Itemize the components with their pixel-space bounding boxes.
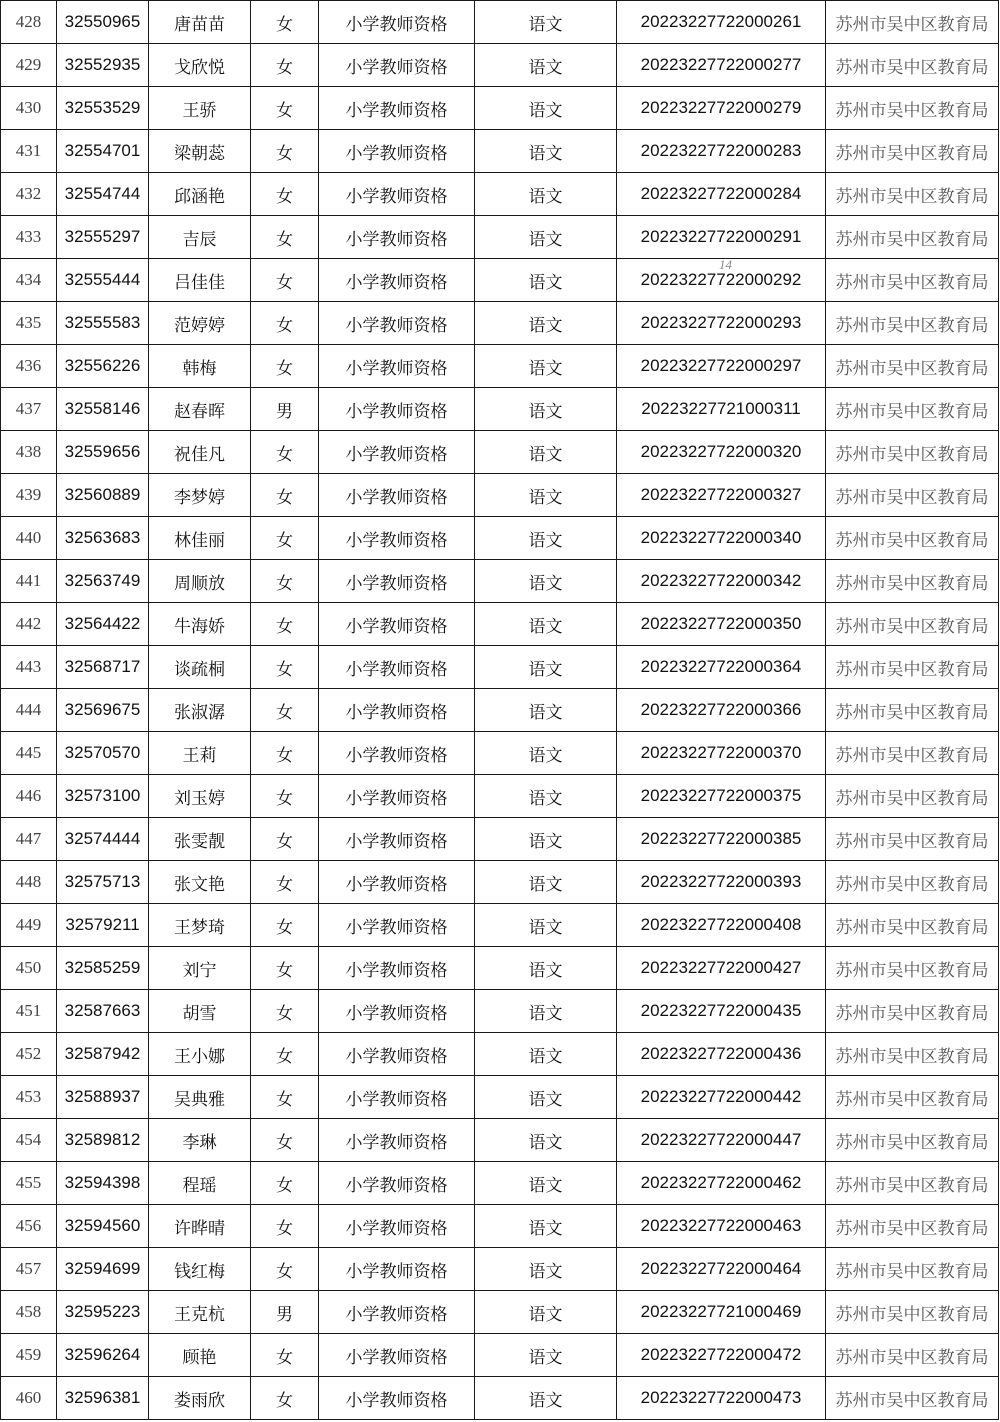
certificate-number: 20223227722000340	[617, 517, 826, 560]
subject: 语文	[475, 861, 617, 904]
table-row	[1, 775, 999, 818]
issuing-authority: 苏州市吴中区教育局	[826, 302, 999, 345]
exam-number: 32573100	[57, 775, 149, 818]
qualification-type: 小学教师资格	[319, 861, 475, 904]
person-name: 张淑潺	[149, 689, 251, 732]
qualification-type: 小学教师资格	[319, 517, 475, 560]
gender: 女	[251, 431, 319, 474]
roster-body	[1, 1, 999, 1420]
gender: 女	[251, 603, 319, 646]
qualification-type: 小学教师资格	[319, 689, 475, 732]
gender: 女	[251, 732, 319, 775]
subject: 语文	[475, 302, 617, 345]
row-number: 448	[1, 861, 57, 904]
gender: 女	[251, 345, 319, 388]
row-number: 431	[1, 130, 57, 173]
certificate-number: 20223227722000408	[617, 904, 826, 947]
person-name: 戈欣悦	[149, 44, 251, 87]
gender: 女	[251, 861, 319, 904]
issuing-authority: 苏州市吴中区教育局	[826, 904, 999, 947]
issuing-authority: 苏州市吴中区教育局	[826, 861, 999, 904]
exam-number: 32563749	[57, 560, 149, 603]
qualification-type: 小学教师资格	[319, 216, 475, 259]
issuing-authority: 苏州市吴中区教育局	[826, 1119, 999, 1162]
subject: 语文	[475, 216, 617, 259]
person-name: 李琳	[149, 1119, 251, 1162]
issuing-authority: 苏州市吴中区教育局	[826, 603, 999, 646]
row-number: 445	[1, 732, 57, 775]
subject: 语文	[475, 388, 617, 431]
table-row	[1, 1076, 999, 1119]
table-row	[1, 1162, 999, 1205]
issuing-authority: 苏州市吴中区教育局	[826, 431, 999, 474]
qualification-type: 小学教师资格	[319, 818, 475, 861]
certificate-number: 20223227721000469	[617, 1291, 826, 1334]
person-name: 李梦婷	[149, 474, 251, 517]
gender: 女	[251, 44, 319, 87]
certificate-number: 20223227722000291	[617, 216, 826, 259]
issuing-authority: 苏州市吴中区教育局	[826, 732, 999, 775]
row-number: 429	[1, 44, 57, 87]
exam-number: 32569675	[57, 689, 149, 732]
gender: 女	[251, 775, 319, 818]
subject: 语文	[475, 732, 617, 775]
certificate-number: 20223227722000462	[617, 1162, 826, 1205]
certificate-number: 20223227722000472	[617, 1334, 826, 1377]
exam-number: 32585259	[57, 947, 149, 990]
person-name: 牛海娇	[149, 603, 251, 646]
gender: 女	[251, 689, 319, 732]
subject: 语文	[475, 775, 617, 818]
gender: 女	[251, 1377, 319, 1420]
table-row	[1, 732, 999, 775]
exam-number: 32560889	[57, 474, 149, 517]
table-row	[1, 87, 999, 130]
gender: 女	[251, 1334, 319, 1377]
subject: 语文	[475, 517, 617, 560]
gender: 女	[251, 1119, 319, 1162]
subject: 语文	[475, 947, 617, 990]
exam-number: 32552935	[57, 44, 149, 87]
subject: 语文	[475, 44, 617, 87]
gender: 女	[251, 130, 319, 173]
certificate-number: 20223227722000393	[617, 861, 826, 904]
certificate-number: 20223227722000297	[617, 345, 826, 388]
qualification-type: 小学教师资格	[319, 1119, 475, 1162]
exam-number: 32563683	[57, 517, 149, 560]
row-number: 444	[1, 689, 57, 732]
certificate-number: 20223227722000447	[617, 1119, 826, 1162]
certificate-number: 20223227722000277	[617, 44, 826, 87]
gender: 女	[251, 1162, 319, 1205]
qualification-type: 小学教师资格	[319, 44, 475, 87]
person-name: 赵春晖	[149, 388, 251, 431]
exam-number: 32574444	[57, 818, 149, 861]
gender: 女	[251, 1076, 319, 1119]
row-number: 443	[1, 646, 57, 689]
qualification-type: 小学教师资格	[319, 474, 475, 517]
gender: 女	[251, 947, 319, 990]
exam-number: 32570570	[57, 732, 149, 775]
table-row	[1, 130, 999, 173]
issuing-authority: 苏州市吴中区教育局	[826, 947, 999, 990]
row-number: 454	[1, 1119, 57, 1162]
person-name: 王骄	[149, 87, 251, 130]
subject: 语文	[475, 818, 617, 861]
row-number: 428	[1, 1, 57, 44]
issuing-authority: 苏州市吴中区教育局	[826, 990, 999, 1033]
issuing-authority: 苏州市吴中区教育局	[826, 474, 999, 517]
issuing-authority: 苏州市吴中区教育局	[826, 1162, 999, 1205]
gender: 女	[251, 818, 319, 861]
qualification-type: 小学教师资格	[319, 1076, 475, 1119]
issuing-authority: 苏州市吴中区教育局	[826, 173, 999, 216]
issuing-authority: 苏州市吴中区教育局	[826, 130, 999, 173]
row-number: 449	[1, 904, 57, 947]
table-row	[1, 818, 999, 861]
certificate-number: 20223227722000342	[617, 560, 826, 603]
table-row	[1, 1248, 999, 1291]
row-number: 455	[1, 1162, 57, 1205]
gender: 女	[251, 904, 319, 947]
qualification-type: 小学教师资格	[319, 388, 475, 431]
issuing-authority: 苏州市吴中区教育局	[826, 388, 999, 431]
person-name: 王莉	[149, 732, 251, 775]
certificate-number: 20223227722000435	[617, 990, 826, 1033]
qualification-type: 小学教师资格	[319, 603, 475, 646]
gender: 女	[251, 173, 319, 216]
row-number: 435	[1, 302, 57, 345]
certificate-number: 20223227722000464	[617, 1248, 826, 1291]
qualification-type: 小学教师资格	[319, 1162, 475, 1205]
gender: 女	[251, 259, 319, 302]
subject: 语文	[475, 1119, 617, 1162]
qualification-type: 小学教师资格	[319, 947, 475, 990]
exam-number: 32559656	[57, 431, 149, 474]
issuing-authority: 苏州市吴中区教育局	[826, 345, 999, 388]
issuing-authority: 苏州市吴中区教育局	[826, 1076, 999, 1119]
table-row	[1, 173, 999, 216]
subject: 语文	[475, 1291, 617, 1334]
exam-number: 32575713	[57, 861, 149, 904]
person-name: 许晔晴	[149, 1205, 251, 1248]
qualification-type: 小学教师资格	[319, 1033, 475, 1076]
qualification-type: 小学教师资格	[319, 302, 475, 345]
exam-number: 32555297	[57, 216, 149, 259]
exam-number: 32589812	[57, 1119, 149, 1162]
subject: 语文	[475, 689, 617, 732]
row-number: 434	[1, 259, 57, 302]
person-name: 范婷婷	[149, 302, 251, 345]
gender: 女	[251, 517, 319, 560]
person-name: 顾艳	[149, 1334, 251, 1377]
person-name: 程瑶	[149, 1162, 251, 1205]
person-name: 吕佳佳	[149, 259, 251, 302]
row-number: 456	[1, 1205, 57, 1248]
row-number: 459	[1, 1334, 57, 1377]
person-name: 林佳丽	[149, 517, 251, 560]
table-row	[1, 990, 999, 1033]
table-row	[1, 345, 999, 388]
gender: 女	[251, 1248, 319, 1291]
issuing-authority: 苏州市吴中区教育局	[826, 1, 999, 44]
subject: 语文	[475, 130, 617, 173]
subject: 语文	[475, 603, 617, 646]
qualification-type: 小学教师资格	[319, 1291, 475, 1334]
issuing-authority: 苏州市吴中区教育局	[826, 517, 999, 560]
table-row	[1, 646, 999, 689]
table-row	[1, 431, 999, 474]
exam-number: 32550965	[57, 1, 149, 44]
exam-number: 32594560	[57, 1205, 149, 1248]
gender: 女	[251, 1033, 319, 1076]
subject: 语文	[475, 431, 617, 474]
subject: 语文	[475, 1334, 617, 1377]
certificate-number: 20223227722000292	[617, 259, 826, 302]
issuing-authority: 苏州市吴中区教育局	[826, 44, 999, 87]
table-row	[1, 689, 999, 732]
table-row	[1, 1377, 999, 1420]
qualification-type: 小学教师资格	[319, 990, 475, 1033]
subject: 语文	[475, 1033, 617, 1076]
certificate-number: 20223227722000463	[617, 1205, 826, 1248]
issuing-authority: 苏州市吴中区教育局	[826, 216, 999, 259]
gender: 女	[251, 302, 319, 345]
exam-number: 32554701	[57, 130, 149, 173]
row-number: 458	[1, 1291, 57, 1334]
row-number: 432	[1, 173, 57, 216]
qualification-type: 小学教师资格	[319, 87, 475, 130]
certificate-number: 20223227722000284	[617, 173, 826, 216]
table-row	[1, 44, 999, 87]
table-row	[1, 947, 999, 990]
certificate-number: 20223227722000350	[617, 603, 826, 646]
subject: 语文	[475, 474, 617, 517]
gender: 女	[251, 560, 319, 603]
qualification-type: 小学教师资格	[319, 1248, 475, 1291]
subject: 语文	[475, 990, 617, 1033]
exam-number: 32558146	[57, 388, 149, 431]
exam-number: 32587663	[57, 990, 149, 1033]
qualification-type: 小学教师资格	[319, 173, 475, 216]
exam-number: 32564422	[57, 603, 149, 646]
issuing-authority: 苏州市吴中区教育局	[826, 1033, 999, 1076]
qualification-type: 小学教师资格	[319, 1205, 475, 1248]
table-row	[1, 388, 999, 431]
certificate-number: 20223227722000279	[617, 87, 826, 130]
person-name: 王小娜	[149, 1033, 251, 1076]
subject: 语文	[475, 1205, 617, 1248]
qualification-type: 小学教师资格	[319, 904, 475, 947]
person-name: 吴典雅	[149, 1076, 251, 1119]
row-number: 447	[1, 818, 57, 861]
row-number: 433	[1, 216, 57, 259]
person-name: 邱涵艳	[149, 173, 251, 216]
row-number: 451	[1, 990, 57, 1033]
table-row	[1, 1205, 999, 1248]
person-name: 王克杭	[149, 1291, 251, 1334]
certificate-number: 20223227722000375	[617, 775, 826, 818]
gender: 男	[251, 1291, 319, 1334]
certificate-number: 20223227722000442	[617, 1076, 826, 1119]
person-name: 张雯靓	[149, 818, 251, 861]
page-number: 14	[719, 257, 732, 272]
certificate-number: 20223227722000366	[617, 689, 826, 732]
row-number: 453	[1, 1076, 57, 1119]
issuing-authority: 苏州市吴中区教育局	[826, 259, 999, 302]
table-row	[1, 1291, 999, 1334]
qualification-type: 小学教师资格	[319, 1377, 475, 1420]
certificate-number: 20223227722000427	[617, 947, 826, 990]
table-row	[1, 861, 999, 904]
gender: 女	[251, 1, 319, 44]
subject: 语文	[475, 1377, 617, 1420]
table-row	[1, 603, 999, 646]
certificate-number: 20223227722000327	[617, 474, 826, 517]
person-name: 钱红梅	[149, 1248, 251, 1291]
exam-number: 32594398	[57, 1162, 149, 1205]
row-number: 446	[1, 775, 57, 818]
person-name: 韩梅	[149, 345, 251, 388]
row-number: 452	[1, 1033, 57, 1076]
certificate-number: 20223227722000283	[617, 130, 826, 173]
qualification-type: 小学教师资格	[319, 130, 475, 173]
person-name: 祝佳凡	[149, 431, 251, 474]
issuing-authority: 苏州市吴中区教育局	[826, 1334, 999, 1377]
certificate-number: 20223227721000311	[617, 388, 826, 431]
table-row	[1, 1334, 999, 1377]
issuing-authority: 苏州市吴中区教育局	[826, 1248, 999, 1291]
subject: 语文	[475, 1248, 617, 1291]
table-row	[1, 904, 999, 947]
qualification-type: 小学教师资格	[319, 345, 475, 388]
issuing-authority: 苏州市吴中区教育局	[826, 1377, 999, 1420]
certificate-number: 20223227722000473	[617, 1377, 826, 1420]
subject: 语文	[475, 1, 617, 44]
exam-number: 32556226	[57, 345, 149, 388]
subject: 语文	[475, 87, 617, 130]
certificate-number: 20223227722000320	[617, 431, 826, 474]
qualification-type: 小学教师资格	[319, 431, 475, 474]
issuing-authority: 苏州市吴中区教育局	[826, 775, 999, 818]
qualification-type: 小学教师资格	[319, 775, 475, 818]
exam-number: 32587942	[57, 1033, 149, 1076]
row-number: 450	[1, 947, 57, 990]
row-number: 430	[1, 87, 57, 130]
exam-number: 32555583	[57, 302, 149, 345]
exam-number: 32595223	[57, 1291, 149, 1334]
exam-number: 32588937	[57, 1076, 149, 1119]
gender: 男	[251, 388, 319, 431]
table-row	[1, 259, 999, 302]
row-number: 439	[1, 474, 57, 517]
exam-number: 32555444	[57, 259, 149, 302]
issuing-authority: 苏州市吴中区教育局	[826, 689, 999, 732]
table-row	[1, 1, 999, 44]
certificate-number: 20223227722000261	[617, 1, 826, 44]
issuing-authority: 苏州市吴中区教育局	[826, 1291, 999, 1334]
row-number: 438	[1, 431, 57, 474]
gender: 女	[251, 1205, 319, 1248]
qualification-type: 小学教师资格	[319, 259, 475, 302]
exam-number: 32596381	[57, 1377, 149, 1420]
qualification-type: 小学教师资格	[319, 1, 475, 44]
table-row	[1, 560, 999, 603]
person-name: 胡雪	[149, 990, 251, 1033]
exam-number: 32596264	[57, 1334, 149, 1377]
exam-number: 32579211	[57, 904, 149, 947]
certificate-number: 20223227722000364	[617, 646, 826, 689]
person-name: 张文艳	[149, 861, 251, 904]
issuing-authority: 苏州市吴中区教育局	[826, 560, 999, 603]
exam-number: 32553529	[57, 87, 149, 130]
person-name: 王梦琦	[149, 904, 251, 947]
subject: 语文	[475, 173, 617, 216]
row-number: 440	[1, 517, 57, 560]
subject: 语文	[475, 345, 617, 388]
certificate-number: 20223227722000436	[617, 1033, 826, 1076]
table-row	[1, 302, 999, 345]
exam-number: 32554744	[57, 173, 149, 216]
table-row	[1, 1119, 999, 1162]
issuing-authority: 苏州市吴中区教育局	[826, 87, 999, 130]
issuing-authority: 苏州市吴中区教育局	[826, 646, 999, 689]
gender: 女	[251, 87, 319, 130]
row-number: 436	[1, 345, 57, 388]
person-name: 唐苗苗	[149, 1, 251, 44]
exam-number: 32568717	[57, 646, 149, 689]
row-number: 457	[1, 1248, 57, 1291]
table-row	[1, 474, 999, 517]
table-row	[1, 216, 999, 259]
person-name: 娄雨欣	[149, 1377, 251, 1420]
row-number: 460	[1, 1377, 57, 1420]
person-name: 周顺放	[149, 560, 251, 603]
table-row	[1, 517, 999, 560]
subject: 语文	[475, 560, 617, 603]
subject: 语文	[475, 646, 617, 689]
certificate-number: 20223227722000385	[617, 818, 826, 861]
qualification-type: 小学教师资格	[319, 732, 475, 775]
row-number: 441	[1, 560, 57, 603]
person-name: 谈疏桐	[149, 646, 251, 689]
qualification-type: 小学教师资格	[319, 646, 475, 689]
gender: 女	[251, 216, 319, 259]
row-number: 437	[1, 388, 57, 431]
qualification-type: 小学教师资格	[319, 560, 475, 603]
certificate-number: 20223227722000370	[617, 732, 826, 775]
issuing-authority: 苏州市吴中区教育局	[826, 1205, 999, 1248]
issuing-authority: 苏州市吴中区教育局	[826, 818, 999, 861]
gender: 女	[251, 646, 319, 689]
table-row	[1, 1033, 999, 1076]
subject: 语文	[475, 259, 617, 302]
gender: 女	[251, 474, 319, 517]
gender: 女	[251, 990, 319, 1033]
qualification-type: 小学教师资格	[319, 1334, 475, 1377]
certificate-number: 20223227722000293	[617, 302, 826, 345]
person-name: 梁朝蕊	[149, 130, 251, 173]
subject: 语文	[475, 1076, 617, 1119]
person-name: 刘宁	[149, 947, 251, 990]
person-name: 吉辰	[149, 216, 251, 259]
person-name: 刘玉婷	[149, 775, 251, 818]
subject: 语文	[475, 904, 617, 947]
subject: 语文	[475, 1162, 617, 1205]
row-number: 442	[1, 603, 57, 646]
exam-number: 32594699	[57, 1248, 149, 1291]
